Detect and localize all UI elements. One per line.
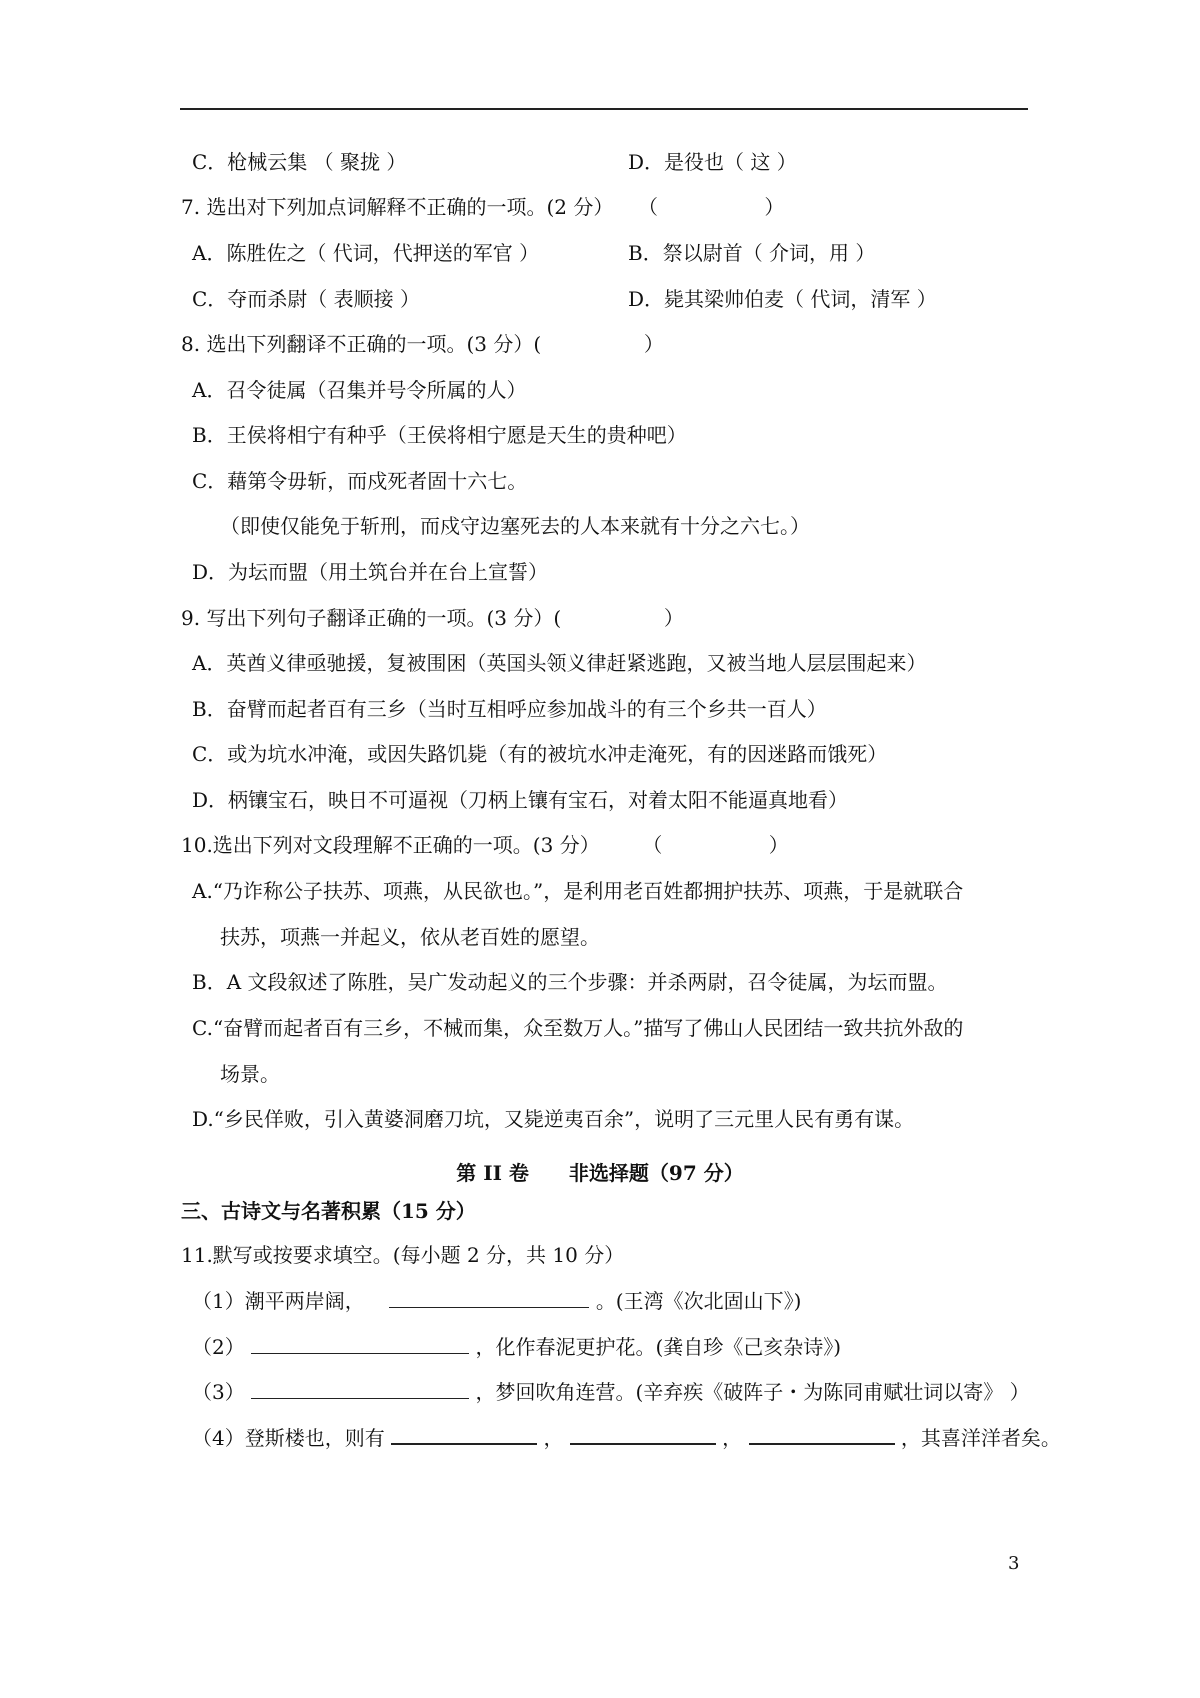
q6-option-d: D．是役也（ 这 ） <box>628 150 797 174</box>
q11-item-3 <box>192 1380 1030 1404</box>
q11-item-2-suffix: ，化作春泥更护花。(龚自珍《己亥杂诗》) <box>475 1335 842 1359</box>
section-heading: 三、古诗文与名著积累（15 分） <box>181 1199 476 1223</box>
q8-paren-close: ） <box>643 332 664 356</box>
q8-option-d: D．为坛而盟（用土筑台并在台上宣誓） <box>192 560 549 584</box>
q7-stem <box>181 195 784 219</box>
q9-option-c: C．或为坑水冲淹，或因失路饥毙（有的被坑水冲走淹死，有的因迷路而饿死） <box>192 742 888 766</box>
q11-item-3-prefix: （3） <box>192 1380 245 1404</box>
q10-option-a-cont: 扶苏，项燕一并起义，依从老百姓的愿望。 <box>220 925 600 949</box>
q10-option-c: C.“奋臂而起者百有三乡，不械而集，众至数万人。”描写了佛山人民团结一致共抗外敌的 <box>192 1016 964 1040</box>
q11-item-2 <box>192 1335 841 1359</box>
q10-stem-text: 10.选出下列对文段理解不正确的一项。(3 分） <box>181 833 600 857</box>
q11-item-4-blank-2[interactable] <box>570 1425 716 1445</box>
q7-option-d: D．毙其梁帅伯麦（ 代词，清军 ） <box>628 287 937 311</box>
q11-item-4-blank-1[interactable] <box>391 1425 537 1445</box>
q11-item-1-blank[interactable] <box>389 1289 589 1308</box>
q9-stem <box>181 606 684 630</box>
q9-option-d: D．柄镶宝石，映日不可逼视（刀柄上镶有宝石，对着太阳不能逼真地看） <box>192 788 849 812</box>
q7-stem-text: 7. 选出对下列加点词解释不正确的一项。(2 分） <box>181 195 614 219</box>
q9-stem-text: 9. 写出下列句子翻译正确的一项。(3 分）( <box>181 606 562 630</box>
q11-item-4-blank-3[interactable] <box>749 1425 895 1445</box>
q9-paren-close: ） <box>663 606 684 630</box>
q11-item-4-sep-2: ， <box>722 1426 743 1450</box>
q11-item-1-suffix: 。(王湾《次北固山下》) <box>595 1289 802 1313</box>
q10-answer-paren: （ ） <box>642 833 789 857</box>
q11-item-2-blank[interactable] <box>251 1335 469 1354</box>
q8-stem-text: 8. 选出下列翻译不正确的一项。(3 分）( <box>181 332 542 356</box>
q11-item-1-prefix: （1）潮平两岸阔， <box>192 1289 365 1313</box>
q11-item-3-suffix: ，梦回吹角连营。(辛弃疾《破阵子・为陈同甫赋壮词以寄》 ） <box>475 1380 1030 1404</box>
q7-option-c: C．夺而杀尉（ 表顺接 ） <box>192 287 421 311</box>
q10-stem <box>181 833 789 857</box>
q10-option-d: D.“乡民佯败，引入黄婆洞磨刀坑，又毙逆夷百余”，说明了三元里人民有勇有谋。 <box>192 1107 915 1131</box>
q8-option-c-translation: （即使仅能免于斩刑，而戍守边塞死去的人本来就有十分之六七。） <box>220 514 810 538</box>
q8-stem <box>181 332 664 356</box>
header-rule <box>180 108 1028 110</box>
q11-item-4-sep-1: ， <box>543 1426 564 1450</box>
q8-option-b: B．王侯将相宁有种乎（王侯将相宁愿是天生的贵种吧） <box>192 423 687 447</box>
q7-option-a: A．陈胜佐之（ 代词，代押送的军官 ） <box>192 241 540 265</box>
q11-item-3-blank[interactable] <box>251 1380 469 1399</box>
q6-option-c: C．枪械云集 （ 聚拢 ） <box>192 150 407 174</box>
q11-item-4 <box>192 1425 1061 1449</box>
q9-option-b: B．奋臂而起者百有三乡（当时互相呼应参加战斗的有三个乡共一百人） <box>192 697 827 721</box>
q9-option-a: A．英酋义律亟驰援，复被围困（英国头领义律赶紧逃跑，又被当地人层层围起来） <box>192 651 927 675</box>
part2-title: 第 II 卷 非选择题（97 分） <box>456 1161 744 1185</box>
q8-option-a: A．召令徒属（召集并号令所属的人） <box>192 378 527 402</box>
q10-option-b: B．A 文段叙述了陈胜，吴广发动起义的三个步骤：并杀两尉，召令徒属，为坛而盟。 <box>192 970 948 994</box>
q11-item-1 <box>192 1289 801 1313</box>
q7-option-b: B．祭以尉首（ 介词，用 ） <box>628 241 876 265</box>
q11-item-4-suffix: ，其喜洋洋者矣。 <box>900 1426 1061 1450</box>
q11-stem: 11.默写或按要求填空。(每小题 2 分，共 10 分） <box>181 1243 625 1267</box>
page-number: 3 <box>1008 1553 1020 1574</box>
q8-option-c: C．藉第令毋斩，而戍死者固十六七。 <box>192 469 528 493</box>
q11-item-4-prefix: （4）登斯楼也，则有 <box>192 1426 385 1450</box>
q11-item-2-prefix: （2） <box>192 1335 245 1359</box>
q10-option-c-cont: 场景。 <box>220 1062 280 1086</box>
q7-answer-paren: （ ） <box>638 195 785 219</box>
q10-option-a: A.“乃诈称公子扶苏、项燕，从民欲也。”，是利用老百姓都拥护扶苏、项燕，于是就联合 <box>192 879 964 903</box>
